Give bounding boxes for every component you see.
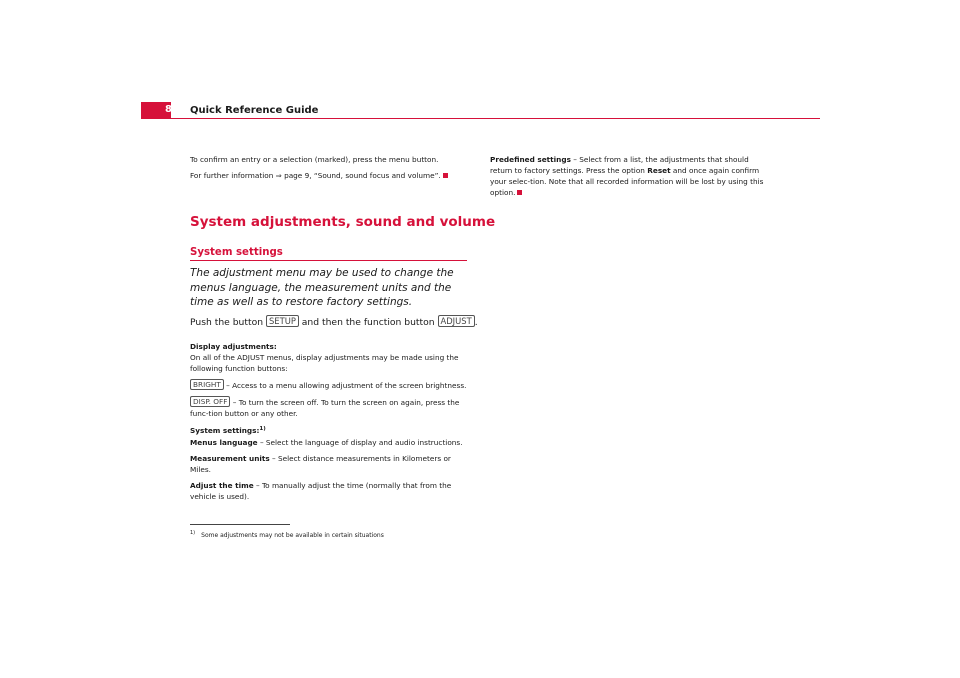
system-heading-text: System settings: (190, 426, 260, 435)
measurement-label: Measurement units (190, 454, 270, 463)
predefined-text-1: – Select from a list, the adjustments that should return to factory settings. Press the option (490, 155, 749, 175)
header-title: Quick Reference Guide (190, 105, 319, 116)
page-number: 8 (141, 102, 171, 118)
footnote-ref: 1) (259, 426, 266, 432)
bright-item (190, 379, 468, 391)
header-rule (141, 118, 820, 119)
body-column (190, 341, 468, 507)
bright-key[interactable]: BRIGHT (190, 379, 224, 390)
section-subheading: System settings (190, 246, 467, 261)
measurement-item (190, 453, 468, 475)
section-intro: The adjustment menu may be used to change the menus language, the measurement units and the time as well as to restore factory settings. (190, 267, 454, 309)
adjust-time-item (190, 480, 468, 502)
dispoff-item (190, 396, 468, 419)
confirm-paragraph: To confirm an entry or a selection (marked), press the menu button. (190, 155, 439, 164)
reset-label: Reset (647, 166, 671, 175)
push-instruction (190, 315, 478, 329)
further-info-paragraph (190, 170, 466, 181)
page-link[interactable]: 9 (304, 171, 310, 180)
predefined-text-2: and once again confirm your selec-tion. Note that all recorded information will be lost by using this option. (490, 166, 764, 197)
dispoff-key[interactable]: DISP. OFF (190, 396, 230, 407)
push-prefix: Push the button (190, 317, 266, 328)
section-end-icon (443, 173, 448, 178)
push-suffix: . (474, 317, 478, 328)
push-middle: and then the function button (298, 317, 438, 328)
menus-language-text: – Select the language of display and audio instructions. (257, 438, 463, 447)
dispoff-text: – To turn the screen off. To turn the screen on again, press the func-tion button or any other. (190, 398, 460, 418)
display-intro: On all of the ADJUST menus, display adjustments may be made using the following function buttons: (190, 353, 459, 373)
adjust-time-label: Adjust the time (190, 481, 254, 490)
right-top-column (490, 154, 770, 198)
menus-language-item (190, 437, 468, 448)
footnote-text: Some adjustments may not be available in certain situations (201, 532, 384, 539)
display-heading: Display adjustments: (190, 342, 277, 351)
bright-text: – Access to a menu allowing adjustment of the screen brightness. (223, 381, 467, 390)
footnote-rule (190, 524, 290, 525)
further-prefix: For further information ⇒ page (190, 171, 305, 180)
section-heading: System adjustments, sound and volume (190, 214, 496, 230)
setup-key[interactable]: SETUP (266, 315, 299, 327)
system-heading (190, 424, 468, 436)
adjust-time-text: – To manually adjust the time (normally that from the vehicle is used). (190, 481, 452, 501)
left-top-column (190, 154, 466, 181)
section-end-icon (517, 190, 522, 195)
footnote (190, 529, 384, 540)
measurement-text: – Select distance measurements in Kilometers or Miles. (190, 454, 451, 474)
predefined-label: Predefined settings (490, 155, 571, 164)
menus-language-label: Menus language (190, 438, 258, 447)
footnote-mark: 1) (190, 530, 196, 536)
further-suffix: , “Sound, sound focus and volume”. (309, 171, 441, 180)
adjust-key[interactable]: ADJUST (438, 315, 475, 327)
predefined-paragraph (490, 154, 770, 198)
